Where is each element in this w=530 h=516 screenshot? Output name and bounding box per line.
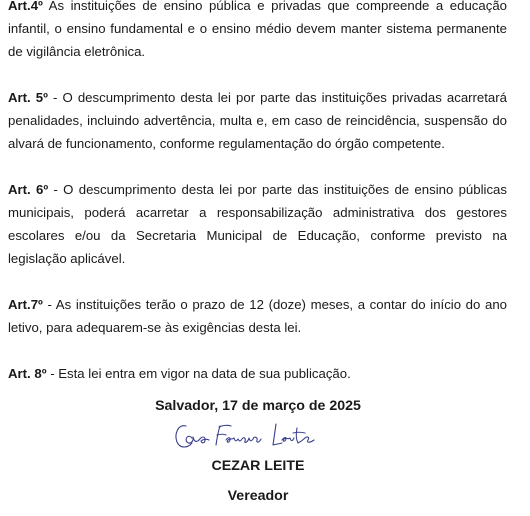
article-8 (8, 362, 507, 385)
article-text: - As instituições terão o prazo de 12 (doze) meses, a contar do início do ano letivo, para adequarem-se às exigências desta lei. (8, 297, 507, 335)
article-7 (8, 293, 507, 339)
article-text: - O descumprimento desta lei por parte das instituições privadas acarretará penalidades, incluindo advertência, multa e, em caso de reincidência, suspensão do alvará de funcionamento, conforme regulamentação do órgão competente. (8, 90, 507, 151)
place-and-date: Salvador, 17 de março de 2025 (155, 398, 361, 414)
article-number: Art. 8º (8, 366, 47, 381)
article-text: - Esta lei entra em vigor na data de sua publicação. (46, 366, 351, 381)
article-4 (8, 0, 507, 63)
article-6 (8, 178, 507, 270)
article-5 (8, 86, 507, 155)
document-body (8, 0, 507, 385)
article-text: - O descumprimento desta lei por parte das instituições de ensino públicas municipais, poderá acarretar a responsabilização administrativa dos gestores escolares e/ou da Secretaria Municipal de Educação, conforme previsto na legislação aplicável. (8, 182, 507, 266)
article-number: Art. 5º (8, 90, 48, 105)
article-number: Art.7º (8, 297, 43, 312)
article-text: As instituições de ensino pública e privadas que compreende a educação infantil, o ensino fundamental e o ensino médio devem manter sistema permanente de vigilância eletrônica. (8, 0, 507, 59)
signer-name: CEZAR LEITE (211, 458, 305, 474)
signer-role: Vereador (227, 488, 289, 504)
article-number: Art.4º (8, 0, 43, 13)
handwritten-signature (172, 418, 322, 454)
article-number: Art. 6º (8, 182, 49, 197)
